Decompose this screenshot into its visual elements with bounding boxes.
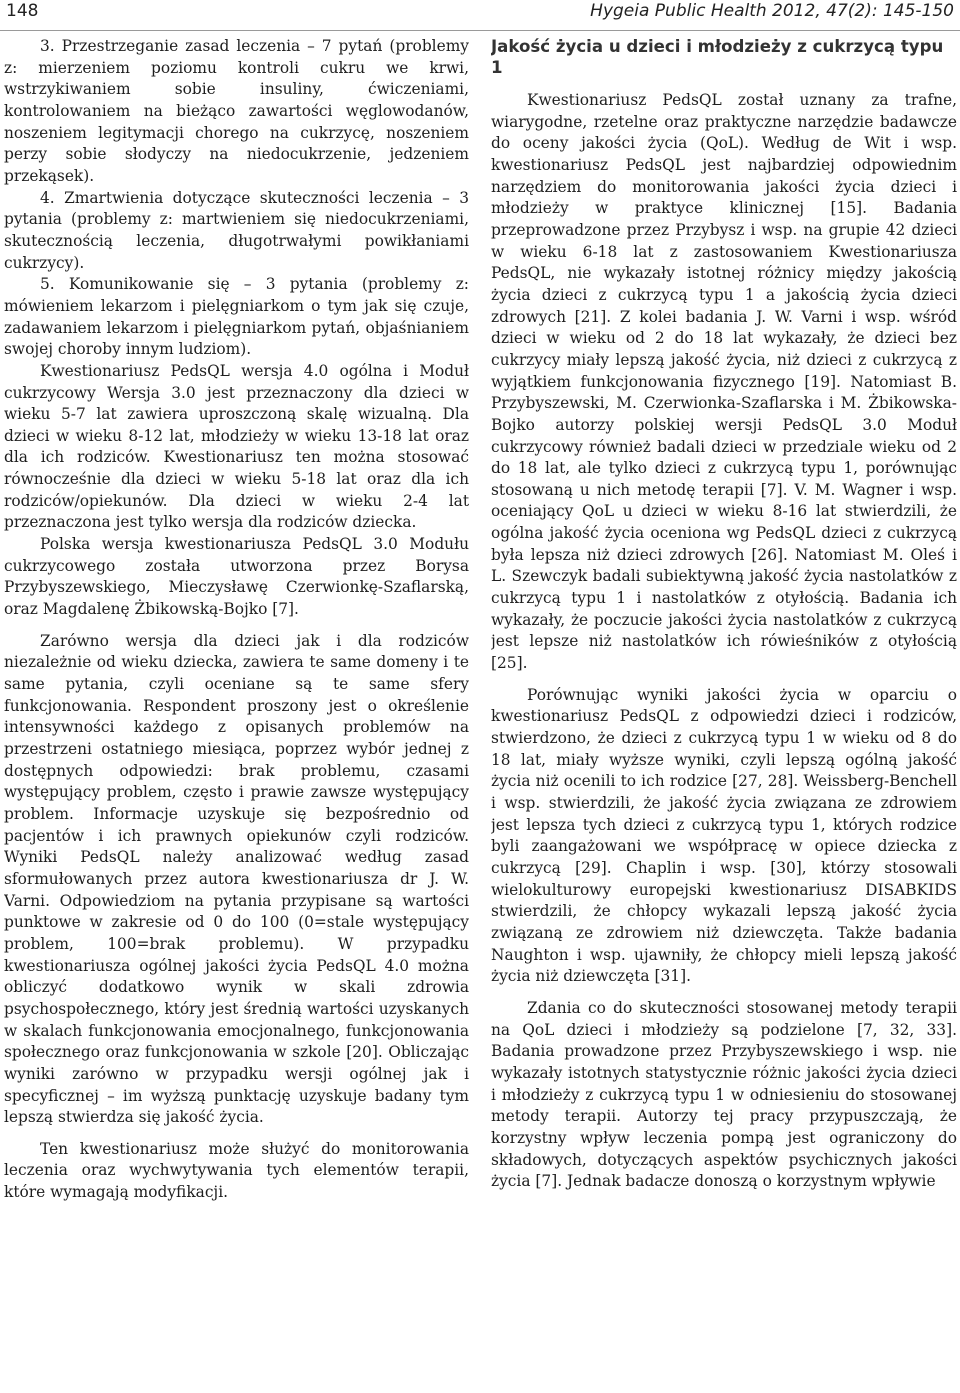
paragraph-validity: Kwestionariusz PedsQL został uznany za trafne, wiarygodne, rzetelne oraz praktyczne narzędzie badawcze do oceny jakości życia (QoL). Według de Wit i wsp. kwestionariusz PedsQL jest najbardziej odpowiednim narzędziem do monitorowania jakości życia dzieci i młodzieży w praktyce klinicznej [15]. Badania przeprowadzone przez Przybysz i wsp. na grupie 42 dzieci w wieku 6-18 lat z zastosowaniem Kwestionariusza PedsQL, nie wykazały istotnej różnicy między jakością życia dzieci z cukrzycą typu 1 a jakością życia dzieci zdrowych [21]. Z kolei badania J. W. Varni i wsp. wśród dzieci w wieku od 2 do 18 lat wykazały, że dzieci bez cukrzycy miały lepszą jakość życia, niż dzieci z cukrzycą z wyjątkiem funkcjonowania fizycznego [19]. Natomiast B. Przybyszewski, M. Czerwionka-Szaflarska i M. Żbikowska-Bojko autorzy polskiej wersji PedsQL 3.0 Moduł cukrzycowy również badali dzieci w przedziale wieku od 2 do 18 lat, ale tylko dzieci z cukrzycą typu 1, porównując stosowaną u nich metodę terapii [7]. V. M. Wagner i wsp. oceniający QoL u dzieci w wieku 8-16 lat stwierdzili, że ogólna jakość życia oceniona wg PedsQL dzieci z cukrzycą była lepsza niż dzieci zdrowych [26]. Natomiast M. Oleś i L. Szewczyk badali subiektywną jakość życia nastolatków z cukrzycą typu 1 i nastolatków z otyłością. Badania ich wykazały, że poczucie jakości życia nastolatków z cukrzycą jest lepsze niż nastolatków ich rówieśników z otyłością [25]. xyxy=(491,91,957,673)
paragraph-monitoring: Ten kwestionariusz może służyć do monitorowania leczenia oraz wychwytywania tych elementów terapii, które wymagają modyfikacji. xyxy=(4,1139,469,1202)
journal-citation: Hygeia Public Health 2012, 47(2): 145-150 xyxy=(590,1,954,21)
paragraph-domains: Zarówno wersja dla dzieci jak i dla rodziców niezależnie od wieku dziecka, zawiera te same domeny i te same pytania, czyli oceniane są te same sfery funkcjonowania. Respondent proszony jest o określenie intensywności każdego z opisanych problemów na przestrzeni ostatniego miesiąca, poprzez wybór jednej z dostępnych odpowiedzi: brak problemu, czasami występujący problem, często i prawie zawsze występujący problem. Informacje uzyskuje się bezpośrednio od pacjentów i ich prawnych opiekunów czyli rodziców. Wyniki PedsQL należy analizować według zasad sformułowanych przez autora kwestionariusza dr J. W. Varni. Odpowiedziom na pytania przypisane są wartości punktowe w zakresie od 0 do 100 (0=stale występujący problem, 100=brak problemu). W przypadku kwestionariusza ogólnej jakości życia PedsQL 4.0 można obliczyć dodatkowo wynik w skali zdrowia psychospołecznego, który jest średnią wartości uzyskanych w skalach funkcjonowania emocjonalnego, funkcjonowania społecznego oraz funkcjonowania w szkole [20]. Obliczając wyniki zarówno w przypadku wersji ogólnej jak i specyficznej – im wyższą punktację uzyskuje badany tym lepszą stwierdza się jakość życia. xyxy=(4,631,469,1127)
list-item-5: 5. Komunikowanie się – 3 pytania (problemy z: mówieniem lekarzom i pielęgniarkom o tym jak się czuje, zadawaniem lekarzom i pielęgniarkom pytań, objaśnianiem swojej choroby innym ludziom). xyxy=(4,275,469,359)
right-column xyxy=(491,36,957,1388)
paragraph-versions: Kwestionariusz PedsQL wersja 4.0 ogólna i Moduł cukrzycowy Wersja 3.0 jest przeznaczony dla dzieci w wieku 5-7 lat zawiera uproszczoną skalę wizualną. Dla dzieci w wieku 8-12 lat, młodzieży w wieku 13-18 lat oraz dla ich rodziców. Kwestionariusz ten można stosować równocześnie dla dzieci w wieku 5-18 lat oraz dla ich rodziców/opiekunów. Dla dzieci w wieku 2-4 lat przeznaczona jest tylko wersja dla rodziców dziecka. xyxy=(4,361,469,532)
paragraph-comparison: Porównując wyniki jakości życia w oparciu o kwestionariusz PedsQL z odpowiedzi dzieci i rodziców, stwierdzono, że dzieci z cukrzycą typu 1 w wieku od 8 do 18 lat, miały wyższe wyniki, czyli lepszą ogólną jakość życia niż ocenili to ich rodzice [27, 28]. Weissberg-Benchell i wsp. stwierdzili, że jakość życia związana ze zdrowiem jest lepsza tych dzieci z cukrzycą typu 1, których rodzice byli zaangażowani we współpracę w opiece dziecka z cukrzycą [29]. Chaplin i wsp. [30], którzy stosowali wielokulturowy europejski kwestionariusz DISABKIDS stwierdzili, że chłopcy wykazali lepszą jakość życia związaną ze zdrowiem niż dziewczęta. Także badania Naughton i wsp. ujawniły, że chłopcy mieli lepszą jakość życia niż dziewczęta [31]. xyxy=(491,685,957,986)
paragraph-opinions: Zdania co do skuteczności stosowanej metody terapii na QoL dzieci i młodzieży są podzielone [7, 32, 33]. Badania prowadzone przez Przybyszewskiego i wsp. nie wykazały istotnych statystycznie różnic jakości życia dzieci i młodzieży z cukrzycą typu 1 w odniesieniu do stosowanej metody terapii. Autorzy tej pracy przypuszczają, że korzystny wpływ leczenia pompą jest ograniczony do składowych, dotyczących aspektów psychicznych jakości życia [7]. Jednak badacze donoszą o korzystnym wpływie xyxy=(491,998,957,1191)
list-item-4: 4. Zmartwienia dotyczące skuteczności leczenia – 3 pytania (problemy z: martwieniem się niedocukrzeniami, skutecznością leczenia, długotrwałymi powikłaniami cukrzycy). xyxy=(4,188,469,272)
list-item-3: 3. Przestrzeganie zasad leczenia – 7 pytań (problemy z: mierzeniem poziomu kontroli cukru we krwi, wstrzykiwaniem sobie insuliny, ćwiczeniami, kontrolowaniem na bieżąco zawartości węglowodanów, noszeniem legitymacji chorego na cukrzycę, noszeniem perzy sobie słodyczy na niedocukrzenie, jedzeniem przekąsek). xyxy=(4,37,469,185)
page-number: 148 xyxy=(6,1,39,21)
paragraph-polish-version: Polska wersja kwestionariusza PedsQL 3.0 Modułu cukrzycowego została utworzona przez Borysa Przybyszewskiego, Mieczysławę Czerwionkę-Szaflarską, oraz Magdalenę Żbikowską-Bojko [7]. xyxy=(4,535,469,619)
left-column xyxy=(4,36,469,1388)
section-heading: Jakość życia u dzieci i młodzieży z cukrzycą typu 1 xyxy=(491,37,944,77)
running-header xyxy=(0,0,960,31)
